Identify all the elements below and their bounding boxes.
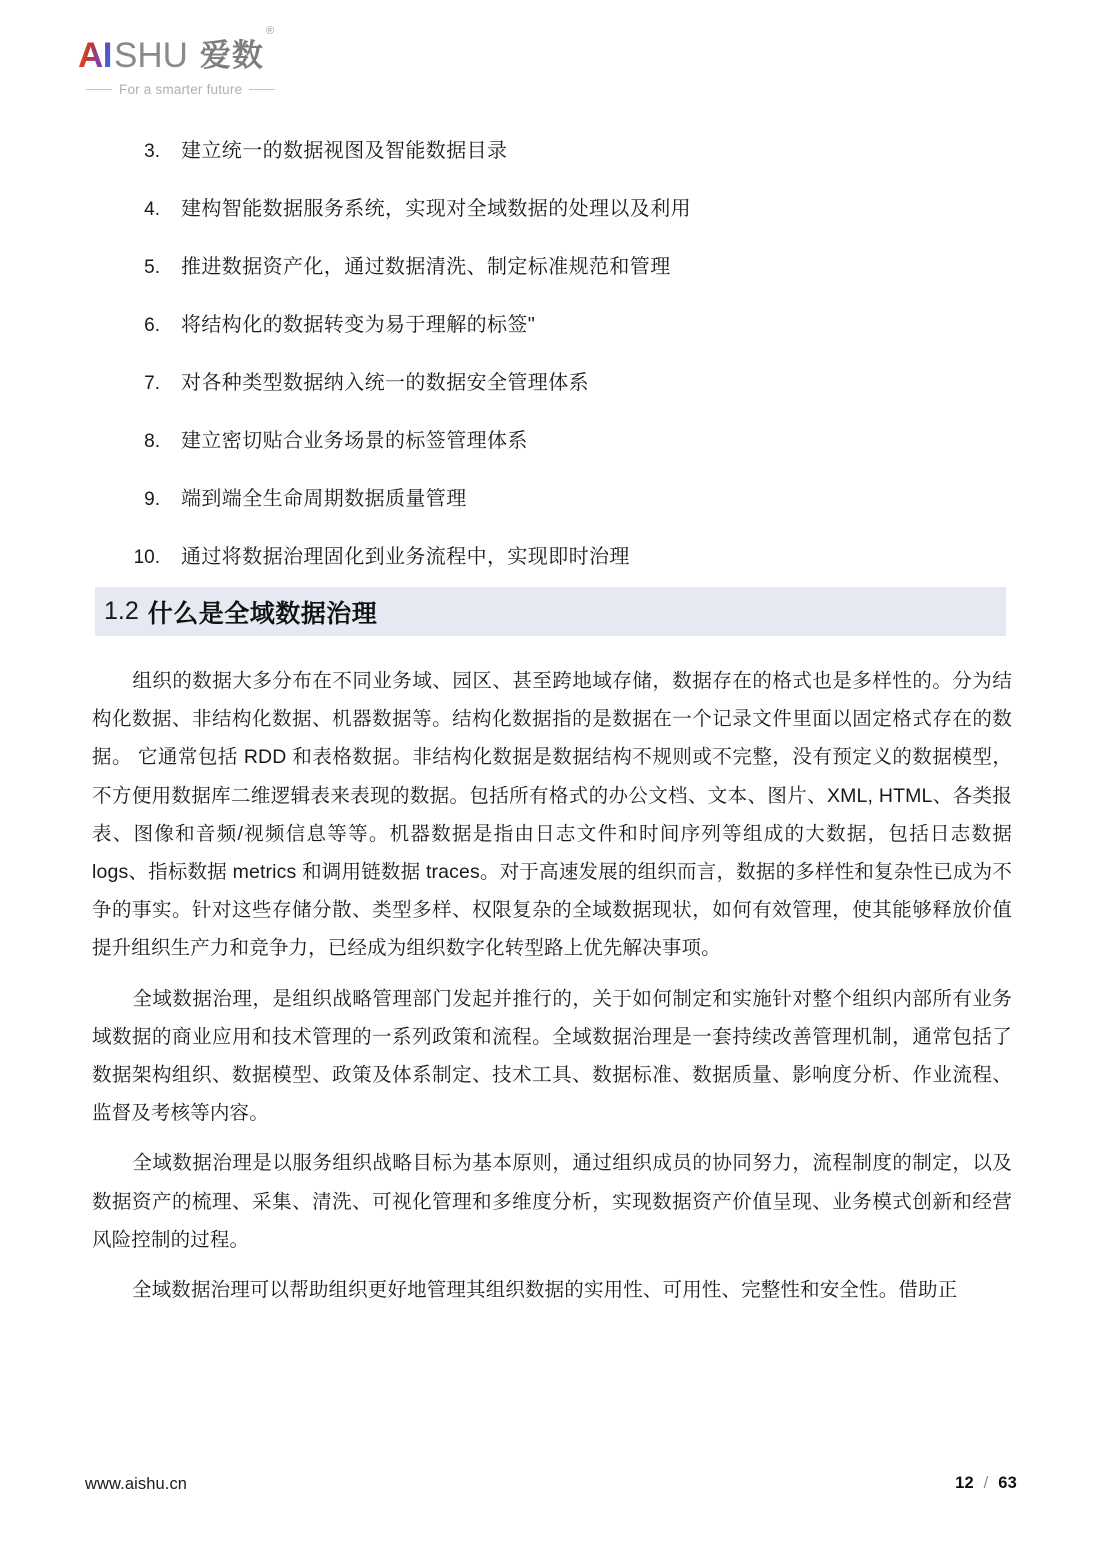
paragraph <box>92 662 1012 968</box>
list-item-text: 将结构化的数据转变为易于理解的标签" <box>181 314 536 336</box>
list-item-number: 4. <box>144 199 160 220</box>
brand-header <box>78 25 398 97</box>
list-item <box>0 308 1102 366</box>
paragraph <box>92 1144 1012 1259</box>
list-item-number: 9. <box>144 489 160 510</box>
logo <box>78 25 398 75</box>
list-item-number: 6. <box>144 315 160 336</box>
list-item <box>0 134 1102 192</box>
numbered-list <box>0 134 1102 598</box>
list-item-text: 端到端全生命周期数据质量管理 <box>181 488 467 510</box>
section-heading <box>95 587 1006 636</box>
page-separator: / <box>983 1474 989 1492</box>
paragraph-text: 全域数据治理是以服务组织战略目标为基本原则，通过组织成员的协同努力，流程制度的制定，以及数据资产的梳理、采集、清洗、可视化管理和多维度分析，实现数据资产价值呈现、业务模式创新和经营风险控制的过程。 <box>92 1152 1012 1251</box>
page-footer <box>0 1439 1102 1559</box>
page-number <box>955 1474 1017 1493</box>
logo-shu-text: SHU <box>114 36 188 75</box>
section-title: 什么是全域数据治理 <box>147 599 378 628</box>
list-item-number: 10. <box>133 547 160 568</box>
list-item <box>0 366 1102 424</box>
current-page-number: 12 <box>955 1474 974 1492</box>
list-item-number: 5. <box>144 257 160 278</box>
paragraph-text: 全域数据治理，是组织战略管理部门发起并推行的，关于如何制定和实施针对整个组织内部所有业务域数据的商业应用和技术管理的一系列政策和流程。全域数据治理是一套持续改善管理机制，通常包括了数据架构组织、数据模型、政策及体系制定、技术工具、数据标准、数据质量、影响度分析、作业流程、监督及考核等内容。 <box>92 987 1012 1125</box>
list-item <box>0 192 1102 250</box>
list-item-text: 建立密切贴合业务场景的标签管理体系 <box>181 430 528 452</box>
section-number: 1.2 <box>104 597 139 625</box>
list-item <box>0 482 1102 540</box>
paragraph <box>92 980 1012 1133</box>
body-content <box>92 662 1012 1309</box>
paragraph-text: 全域数据治理可以帮助组织更好地管理其组织数据的实用性、可用性、完整性和安全性。借助正 <box>132 1279 958 1302</box>
logo-chinese-text: 爱数 <box>199 38 264 73</box>
registered-trademark-icon: ® <box>265 25 275 37</box>
tagline-dash-right-icon <box>249 89 275 90</box>
list-item-number: 8. <box>144 431 160 452</box>
list-item-number: 7. <box>144 373 160 394</box>
paragraph-text: 组织的数据大多分布在不同业务域、园区、甚至跨地域存储，数据存在的格式也是多样性的。分为结构化数据、非结构化数据、机器数据等。结构化数据指的是数据在一个记录文件里面以固定格式存在的数据。 它通常包括 RDD 和表格数据。非结构化数据是数据结构不规则或不完整，没有预定义的数据模型，不方便用数据库二维逻辑表来表现的数据。包括所有格式的办公文档、文本、图片、XML, HTML、各类报表、图像和音频/视频信息等等。机器数据是指由日志文件和时间序列等组成的大数据，包括日志数据 logs、指标数据 metrics 和调用链数据 traces。对于高速发展的组织而言，数据的多样性和复杂性已成为不争的事实。针对这些存储分散、类型多样、权限复杂的全域数据现状，如何有效管理，使其能够释放价值提升组织生产力和竞争力，已经成为组织数字化转型路上优先解决事项。 <box>92 670 1012 960</box>
logo-ai-text: AI <box>78 36 112 75</box>
brand-tagline <box>86 82 398 97</box>
list-item <box>0 424 1102 482</box>
list-item <box>0 250 1102 308</box>
list-item-text: 对各种类型数据纳入统一的数据安全管理体系 <box>181 372 589 394</box>
list-item-text: 通过将数据治理固化到业务流程中，实现即时治理 <box>181 546 630 568</box>
paragraph <box>92 1271 1012 1309</box>
list-item-number: 3. <box>144 141 160 162</box>
tagline-text: For a smarter future <box>119 82 243 97</box>
tagline-dash-left-icon <box>86 89 112 90</box>
list-item-text: 建立统一的数据视图及智能数据目录 <box>181 140 508 162</box>
list-item-text: 推进数据资产化，通过数据清洗、制定标准规范和管理 <box>181 256 671 278</box>
total-page-count: 63 <box>998 1474 1017 1492</box>
footer-website-url: www.aishu.cn <box>85 1475 188 1493</box>
list-item-text: 建构智能数据服务系统，实现对全域数据的处理以及利用 <box>181 198 691 220</box>
